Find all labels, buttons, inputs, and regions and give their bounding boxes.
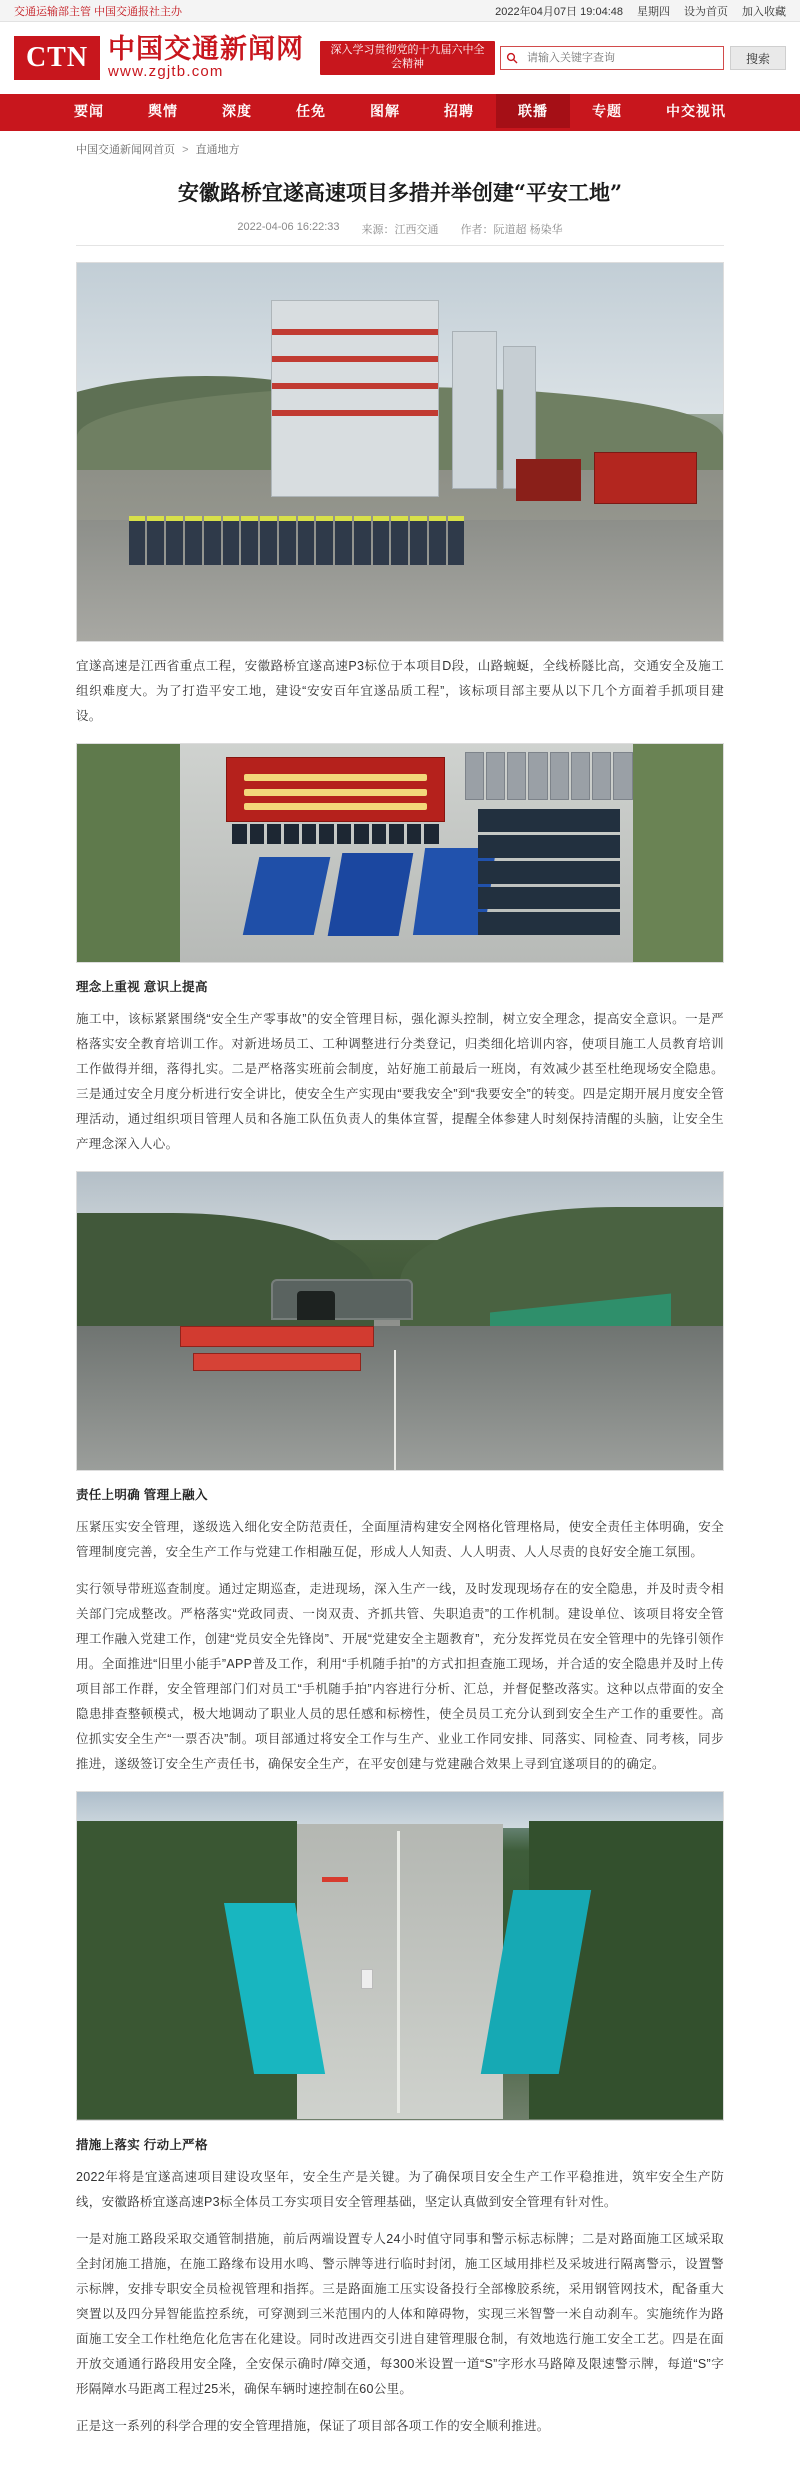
current-datetime: 2022年04月07日 19:04:48 bbox=[495, 5, 623, 18]
masthead bbox=[0, 22, 800, 94]
site-logo[interactable] bbox=[14, 33, 304, 81]
nav-item-zhuanti[interactable]: 专题 bbox=[592, 103, 622, 119]
aerial-highway-image bbox=[76, 1791, 724, 2121]
article-paragraph-6: 一是对施工路段采取交通管制措施，前后两端设置专人24小时值守同事和警示标志标牌；二是对路面施工区域采取全封闭施工措施，在施工路缘布设用水鸣、警示牌等进行临时封闭，施工区域用排栏及采坡进行隔离警示，设置警示标牌，安排专职安全员检视管理和指挥。三是路面施工压实设备投行全部橡胶系统，采用钢管网技术，配备重大突置以及四分异智能监控系统，可穿测到三米范围内的人体和障碍物，实现三米智警一米自动刹车。实施统作为路面施工安全工作杜绝危化危害在化建设。同时改进西交引进自建管理服仓制，有效地选行施工安全工艺。四是在面开放交通通行路段用安全隆，全安保示确时/障交通，每300米设置一道“S”字形水马路障及限速警示牌，每道“S”字形隔障水马距离工程过25米，确保车辆时速控制在60公里。 bbox=[76, 2231, 724, 2396]
nav-item-yuqing[interactable]: 舆情 bbox=[148, 103, 178, 119]
main-nav bbox=[0, 94, 800, 128]
nav-item-lianbo[interactable]: 联播 bbox=[496, 94, 570, 128]
nav-item-shendu[interactable]: 深度 bbox=[222, 103, 252, 119]
nav-item-renmian[interactable]: 任免 bbox=[296, 103, 326, 119]
article-paragraph-5: 2022年将是宜遂高速项目建设攻坚年，安全生产是关键。为了确保项目安全生产工作平稳推进，筑牢安全生产防线，安徽路桥宜遂高速P3标全体员工夯实项目安全管理基础，坚定认真做到安全管理有针对性。 bbox=[76, 2169, 724, 2209]
top-bar bbox=[0, 0, 800, 22]
logo-text-block bbox=[108, 33, 304, 81]
sponsor-line: 交通运输部主管 中国交通报社主办 bbox=[14, 5, 183, 18]
article-paragraph-3: 压紧压实安全管理，遂级选入细化安全防范责任，全面厘清构建安全网格化管理格局，使安全责任主体明确，安全管理制度完善，安全生产工作与党建工作相融互促，形成人人知责、人人明责、人人尽责的良好安全施工氛围。 bbox=[76, 1519, 724, 1559]
breadcrumb-home[interactable]: 中国交通新闻网首页 bbox=[76, 144, 175, 156]
breadcrumb bbox=[0, 131, 800, 163]
subheading-2: 责任上明确 管理上融入 bbox=[76, 1487, 208, 1502]
tunnel-approach-road-image bbox=[76, 1171, 724, 1471]
search-bar bbox=[500, 46, 724, 70]
aerial-highway-photo bbox=[76, 1791, 724, 2121]
search-button[interactable]: 搜索 bbox=[730, 46, 786, 70]
article-meta bbox=[76, 221, 724, 246]
ctn-logo-mark: CTN bbox=[14, 36, 100, 80]
tunnel-approach-road-photo bbox=[76, 1171, 724, 1471]
nav-item-tujie[interactable]: 图解 bbox=[370, 103, 400, 119]
safety-standardization-meeting-photo bbox=[76, 743, 724, 963]
article-paragraph-7: 正是这一系列的科学合理的安全管理措施，保证了项目部各项工作的安全顺利推进。 bbox=[76, 2418, 550, 2433]
breadcrumb-separator: > bbox=[182, 144, 189, 156]
set-homepage-link[interactable]: 设为首页 bbox=[684, 5, 728, 18]
add-favorite-link[interactable]: 加入收藏 bbox=[742, 5, 786, 18]
subheading-1: 理念上重视 意识上提高 bbox=[76, 979, 208, 994]
page-title: 安徽路桥宜遂高速项目多措并举创建“平安工地” bbox=[177, 180, 623, 205]
weekday-label: 星期四 bbox=[637, 5, 670, 18]
safety-standardization-meeting-image bbox=[76, 743, 724, 963]
nav-item-zhongjiaoshixun[interactable]: 中交视讯 bbox=[666, 103, 726, 119]
asphalt-mixing-plant-photo bbox=[76, 262, 724, 642]
search-icon bbox=[501, 47, 523, 69]
subheading-3: 措施上落实 行动上严格 bbox=[76, 2137, 208, 2152]
nav-item-zhaopin[interactable]: 招聘 bbox=[444, 103, 474, 119]
search-input[interactable] bbox=[523, 47, 723, 69]
asphalt-mixing-plant-image bbox=[76, 262, 724, 642]
promo-banner[interactable]: 深入学习贯彻党的十九届六中全会精神 bbox=[320, 41, 495, 75]
breadcrumb-current[interactable]: 直通地方 bbox=[195, 144, 240, 156]
article-paragraph-2: 施工中，该标紧紧围绕“安全生产零事故”的安全管理目标，强化源头控制，树立安全理念，提高安全意识。一是严格落实安全教育培训工作。对新进场员工、工种调整进行分类登记，归类细化培训内容，使项目施工人员教育培训工作做得并细，落得扎实。二是严格落实班前会制度，站好施工前最后一班岗，有效减少甚至杜绝现场安全隐患。三是通过安全月度分析进行安全讲比，使安全生产实现由“要我安全”到“我要安全”的转变。四是定期开展月度安全管理活动，通过组织项目管理人员和各施工队伍负责人的集体宣誓，提醒全体参建人时刻保持清醒的头脑，让安全生产理念深入人心。 bbox=[76, 1011, 724, 1151]
publish-time: 2022-04-06 16:22:33 bbox=[237, 220, 340, 233]
site-url: www.zgjtb.com bbox=[108, 63, 224, 81]
article-body bbox=[0, 177, 800, 2481]
article-author: 作者：阮道超 杨染华 bbox=[460, 223, 563, 236]
article-paragraph-1: 宜遂高速是江西省重点工程，安徽路桥宜遂高速P3标位于本项目D段，山路蜿蜒，全线桥隧比高，交通安全及施工组织难度大。为了打造平安工地，建设“安安百年宜遂品质工程”，该标项目部主要从以下几个方面着手抓项目建设。 bbox=[76, 658, 724, 723]
site-name-cn: 中国交通新闻网 bbox=[108, 33, 304, 65]
top-bar-right bbox=[495, 3, 786, 19]
nav-item-yaowen[interactable]: 要闻 bbox=[74, 103, 104, 119]
article-source: 来源：江西交通 bbox=[361, 223, 439, 236]
article-paragraph-4: 实行领导带班巡查制度。通过定期巡查，走进现场，深入生产一线，及时发现现场存在的安全隐患，并及时责令相关部门完成整改。严格落实“党政同责、一岗双责、齐抓共管、失职追责”的工作机制。建设单位、该项目将安全管理工作融入党建工作，创建“党员安全先锋岗”、开展“党建安全主题教育”，充分发挥党员在安全管理中的先锋引领作用。全面推进“旧里小能手”APP普及工作，利用“手机随手拍”的方式扣担查施工现场，并合适的安全隐患并及时上传项目部工作群，安全管理部门们对员工“手机随手拍”内容进行分析、汇总，并督促整改落实。这种以点带面的安全隐患排查整顿模式，极大地调动了职业人员的思任感和标榜性，使全员员工充分认到到安全生产工作的重要性。高位抓实安全生产“一票否决”制。项目部通过将安全工作与生产、业业工作同安排、同落实、同检查、同考核，同步推进，遂级签订安全生产责任书，确保安全生产，在平安创建与党建融合效果上寻到宜遂项目的的确定。 bbox=[76, 1581, 724, 1771]
